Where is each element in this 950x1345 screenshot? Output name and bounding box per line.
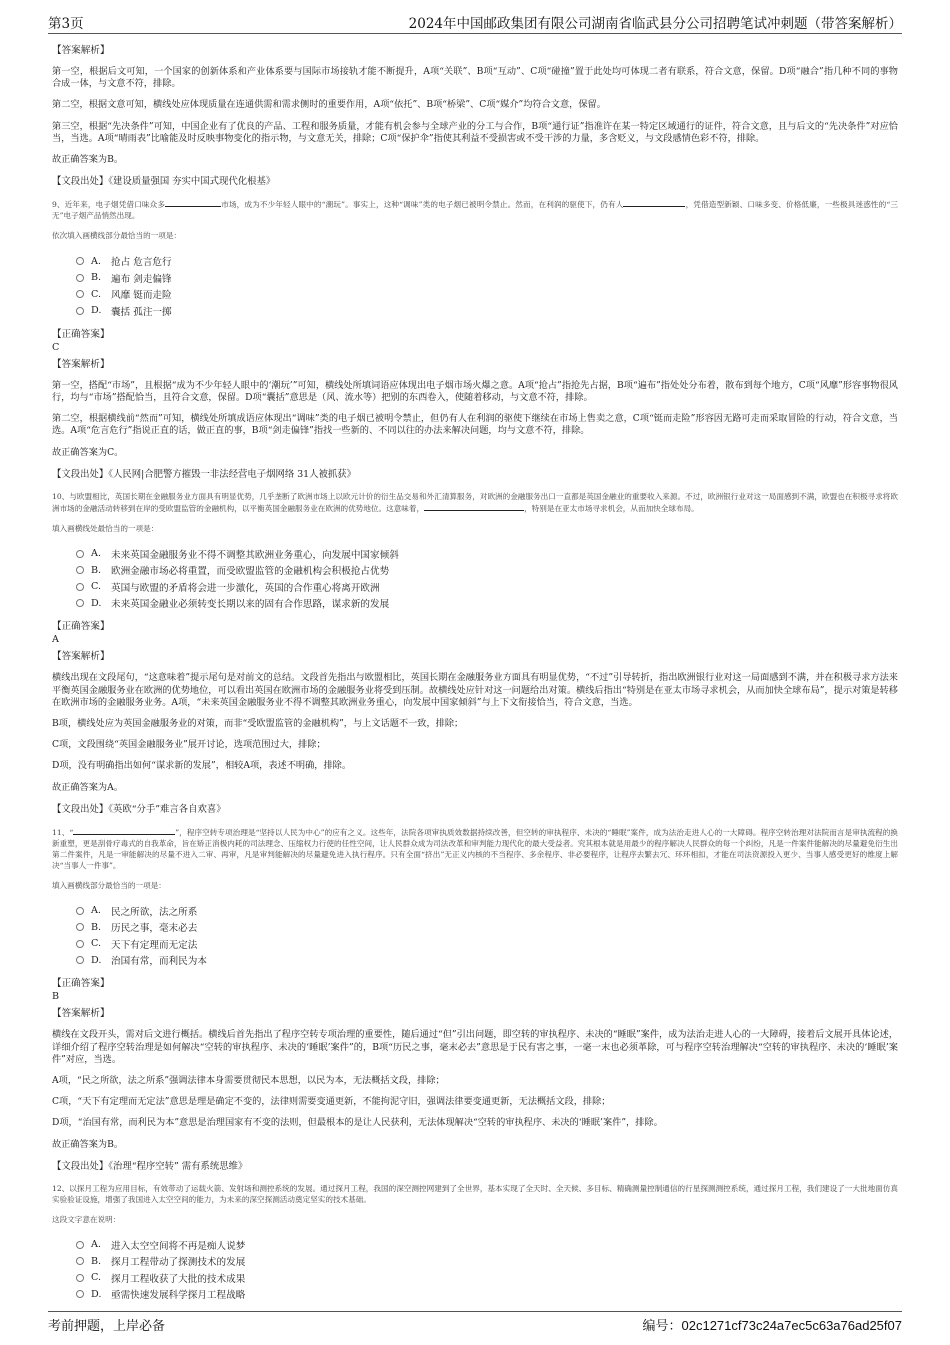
option-d[interactable]: D. 囊括 孤注一掷	[76, 302, 898, 318]
option-b[interactable]: B. 探月工程带动了探测技术的发展	[76, 1253, 898, 1269]
option-a[interactable]: A. 未来英国金融服务业不得不调整其欧洲业务重心，向发展中国家倾斜	[76, 546, 898, 562]
analysis-paragraph: 第三空，根据“先决条件”可知，中国企业有了优良的产品、工程和服务质量，才能有机会参与全球产业的分工与合作，B项“通行证”指准许在某一特定区域通行的证件，符合文意，且与后文的“先决条件”对应恰当，当选。A项“晴雨表”比喻能及时反映事物变化的指示物，与文意无关，排除；C项“保护伞”指使其利益不受损害或不受干涉的力量，多含贬义，与文段感情色彩不符，排除。	[52, 120, 898, 144]
options-list	[76, 903, 898, 969]
option-c[interactable]: C. 天下有定理而无定法	[76, 936, 898, 952]
option-d[interactable]: D. 治国有常，而利民为本	[76, 952, 898, 968]
radio-icon[interactable]	[76, 599, 84, 607]
fill-blank	[424, 502, 524, 511]
radio-icon[interactable]	[76, 290, 84, 298]
analysis-conclusion: 故正确答案为A。	[52, 781, 123, 793]
option-a[interactable]: A. 抢占 危言危行	[76, 253, 898, 269]
option-c[interactable]: C. 风靡 铤而走险	[76, 286, 898, 302]
source-citation: 【文段出处】《建设质量强国 夯实中国式现代化根基》	[52, 176, 276, 188]
radio-icon[interactable]	[76, 956, 84, 964]
radio-icon[interactable]	[76, 940, 84, 948]
option-a[interactable]: A. 进入太空空间将不再是痴人说梦	[76, 1237, 898, 1253]
answer-analysis-label: 【答案解析】	[52, 358, 110, 370]
analysis-paragraph: 横线出现在文段尾句，“这意味着”提示尾句是对前文的总结。文段首先指出与欧盟相比，英国长期在金融服务业方面具有明显优势，“不过”引导转折，指出欧洲银行业对这一局面感到不满，并在积极寻求方法来平衡英国金融服务业在欧洲的优势地位，可以看出英国在欧洲市场的金融服务业将受到压制。故横线处应针对这一问题给出对策。横线后指出“特别是在亚太市场寻求机会，从而加快全球布局”，提示对策是转移在欧洲市场的金融服务业务。A项，“未来英国金融服务业不得不调整其欧洲业务重心，向发展中国家倾斜”与上下文衔接恰当，符合文意，当选。	[52, 672, 898, 708]
page-header	[48, 12, 902, 32]
analysis-conclusion: 故正确答案为C。	[52, 446, 124, 458]
radio-icon[interactable]	[76, 583, 84, 591]
correct-answer: B	[52, 991, 60, 1003]
analysis-paragraph: 横线在文段开头，需对后文进行概括。横线后首先指出了程序空转专项治理的重要性，随后通过“但”引出问题，即空转的审执程序、未决的“睡眠”案件，成为法治走进人心的一大障碍，接着后文展开具体论述，详细介绍了程序空转治理是如何解决“空转的审执程序、未决的‘睡眠’案件”的，B项“历民之事，毫末必去”意思是于民有害之事，一毫一末也必须革除，可与程序空转治理解决“空转的审执程序、未决的‘睡眠’案件”对应，当选。	[52, 1029, 898, 1065]
option-d[interactable]: D. 亟需快速发展科学探月工程战略	[76, 1286, 898, 1302]
answer-analysis-label: 【答案解析】	[52, 1008, 110, 1020]
radio-icon[interactable]	[76, 566, 84, 574]
option-b[interactable]: B. 欧洲金融市场必将重置，而受欧盟监管的金融机构会积极抢占优势	[76, 562, 898, 578]
fill-blank	[623, 198, 685, 207]
footer-slogan: 考前押题，上岸必备	[48, 1318, 166, 1334]
page-footer	[48, 1314, 902, 1334]
analysis-paragraph: C项，文段围绕“英国金融服务业”展开讨论，选项范围过大，排除；	[52, 739, 326, 751]
analysis-paragraph: A项，“民之所欲，法之所系”强调法律本身需要贯彻民本思想，以民为本，无法概括文段，排除；	[52, 1074, 445, 1086]
page-content	[52, 40, 898, 1311]
radio-icon[interactable]	[76, 1257, 84, 1265]
options-list	[76, 1237, 898, 1303]
radio-icon[interactable]	[76, 907, 84, 915]
question-prompt: 填入画横线部分最恰当的一项是：	[52, 880, 166, 890]
analysis-paragraph: D项，“治国有常，而利民为本”意思是治理国家有不变的法则，但最根本的是让人民获利，无法体现解决“空转的审执程序、未决的‘睡眠’案件”，排除。	[52, 1117, 663, 1129]
correct-answer-label: 【正确答案】	[52, 328, 110, 340]
answer-analysis-label: 【答案解析】	[52, 45, 110, 56]
source-citation: 【文段出处】《英欧“分手”难言各自欢喜》	[52, 803, 226, 815]
option-b[interactable]: B. 历民之事，毫末必去	[76, 919, 898, 935]
fill-blank	[165, 198, 221, 207]
page-number: 第3页	[48, 16, 84, 32]
document-code: 编号：02c1271cf73c24a7ec5c63a76ad25f07	[642, 1317, 902, 1334]
radio-icon[interactable]	[76, 1241, 84, 1249]
option-b[interactable]: B. 遍布 剑走偏锋	[76, 270, 898, 286]
radio-icon[interactable]	[76, 923, 84, 931]
analysis-paragraph: C项，“天下有定理而无定法”意思是理是确定不变的，法律则需要变通更新，不能拘泥守旧，强调法律要变通更新，无法概括文段，排除；	[52, 1096, 611, 1108]
analysis-paragraph: 第二空，根据文意可知，横线处应体现质量在连通供需和需求侧时的重要作用，A项“依托”、B项“桥梁”、C项“媒介”均符合文意，保留。	[52, 99, 606, 111]
correct-answer: C	[52, 341, 60, 353]
question-10-stem: 10、与欧盟相比，英国长期在金融服务业方面具有明显优势，几乎垄断了欧洲市场上以欧元计价的衍生品交易和外汇清算服务，对欧洲的金融服务出口一直都是英国金融业的重要收入来源。不过，欧洲银行业对这一局面感到不满，欧盟也在积极寻求将欧洲市场的金融活动转移到在岸的受欧盟监管的金融机构，以平衡英国金融服务业在欧洲的优势地位。这意味着， ，特别是在亚太市场寻求机会，从而加快全球布局。	[52, 491, 898, 513]
answer-analysis-label: 【答案解析】	[52, 651, 110, 663]
analysis-conclusion: 故正确答案为B。	[52, 154, 124, 166]
question-prompt: 这段文字意在说明：	[52, 1214, 121, 1224]
option-c[interactable]: C. 探月工程收获了大批的技术成果	[76, 1270, 898, 1286]
analysis-paragraph: 第一空，根据后文可知，一个国家的创新体系和产业体系要与国际市场接轨才能不断提升，A项“关联”、B项“互动”、C项“碰撞”置于此处均可体现二者有联系，符合文意，保留。D项“融合”指几种不同的事物合成一体，与文意不符，排除。	[52, 66, 898, 90]
correct-answer-label: 【正确答案】	[52, 978, 110, 990]
question-prompt: 填入画横线处最恰当的一项是：	[52, 523, 159, 533]
radio-icon[interactable]	[76, 257, 84, 265]
analysis-conclusion: 故正确答案为B。	[52, 1138, 124, 1150]
radio-icon[interactable]	[76, 307, 84, 315]
analysis-paragraph: 第二空，根据横线前“然而”可知，横线处所填成语应体现出“调味”类的电子烟已被明令禁止，但仍有人在利润的驱使下继续在市场上售卖之意，C项“铤而走险”形容因无路可走而采取冒险的行动，符合文意，当选。A项“危言危行”指说正直的话，做正直的事，B项“剑走偏锋”指找一些新的、不同以往的办法来解决问题，均与文意不符，排除。	[52, 413, 898, 437]
source-citation: 【文段出处】《人民网|合肥警方摧毁一非法经营电子烟网络 31人被抓获》	[52, 468, 357, 480]
radio-icon[interactable]	[76, 550, 84, 558]
radio-icon[interactable]	[76, 1274, 84, 1282]
question-11-stem: 11、“ ”，程序空转专项治理是“坚持以人民为中心”的应有之义。这些年，法院各项审执质效数据持续改善，但空转的审执程序、未决的“睡眠”案件，成为法治走进人心的一大障碍。程序空转治理对法院而言是审执流程的换新重塑，更是刮骨疗毒式的自我革命，旨在矫正消极内耗的司法理念、压缩权力行使的任性空间，让人民群众成为司法改革和审判能力现代化的最大受益者。究其根本就是用最少的程序解决人民群众的每一个纠纷，凡是一件案件能解决的尽量避免衍生出第二件案件，凡是一审能解决的尽量不进入二审、再审，凡是审判能解决的尽量避免进入执行程序。只有全面“挤出”无正义内核的不当程序、多余程序、非必要程序，让程序去繁去冗、环环相扣，才能在司法资源投入更少、当事人感受更好的维度上解决“当事人一件事”。	[52, 827, 899, 870]
header-divider	[48, 33, 902, 34]
footer-divider	[48, 1311, 902, 1312]
source-citation: 【文段出处】《治理“程序空转” 需有系统思维》	[52, 1160, 248, 1172]
option-d[interactable]: D. 未来英国金融业必须转变长期以来的固有合作思路，谋求新的发展	[76, 595, 898, 611]
analysis-paragraph: D项，没有明确指出如何“谋求新的发展”，相较A项，表述不明确，排除。	[52, 760, 352, 772]
radio-icon[interactable]	[76, 274, 84, 282]
document-title: 2024年中国邮政集团有限公司湖南省临武县分公司招聘笔试冲刺题（带答案解析）	[408, 16, 902, 32]
question-prompt: 依次填入画横线部分最恰当的一项是：	[52, 231, 182, 241]
correct-answer-label: 【正确答案】	[52, 621, 110, 633]
question-9-stem: 9、近年来，电子烟凭借口味众多 市场，成为不少年轻人眼中的“潮玩”。事实上，这种“调味”类的电子烟已被明令禁止。然而，在利润的驱使下，仍有人 ，凭借造型新颖、口味多变、价格低廉，一些极具迷惑性的“三无”电子烟产品悄然出现。	[52, 200, 898, 221]
options-list	[76, 546, 898, 612]
options-list	[76, 253, 898, 319]
radio-icon[interactable]	[76, 1290, 84, 1298]
question-12-stem: 12、以探月工程为应用目标，有效带动了运载火箭、发射场和测控系统的发展。通过探月工程，我国的深空测控网建到了全世界，基本实现了全天时、全天候、多目标、精确测量控制通信的行星探测测控系统，通过探月工程，我们建设了一大批地面仿真实验验证设施，增强了我国进入太空空间的能力，为未来的深空探测活动奠定坚实的技术基础。	[52, 1183, 898, 1204]
analysis-paragraph: B项，横线处应为英国金融服务业的对策，而非“受欧盟监管的金融机构”，与上文话题不一致，排除；	[52, 717, 464, 729]
fill-blank	[73, 826, 175, 835]
option-c[interactable]: C. 英国与欧盟的矛盾将会进一步激化，英国的合作重心将离开欧洲	[76, 579, 898, 595]
analysis-paragraph: 第一空，搭配“市场”，且根据“成为不少年轻人眼中的‘潮玩’”可知，横线处所填词语应体现出电子烟市场火爆之意。A项“抢占”指抢先占据，B项“遍布”指处处分布着，散布到每个地方，C项“风靡”形容事物很风行，均与“市场”搭配恰当，且符合文意，保留。D项“囊括”意思是（风、流水等）把别的东西卷入，使随着移动，与文意不符，排除。	[52, 379, 898, 403]
correct-answer: A	[52, 634, 59, 646]
option-a[interactable]: A. 民之所欲，法之所系	[76, 903, 898, 919]
